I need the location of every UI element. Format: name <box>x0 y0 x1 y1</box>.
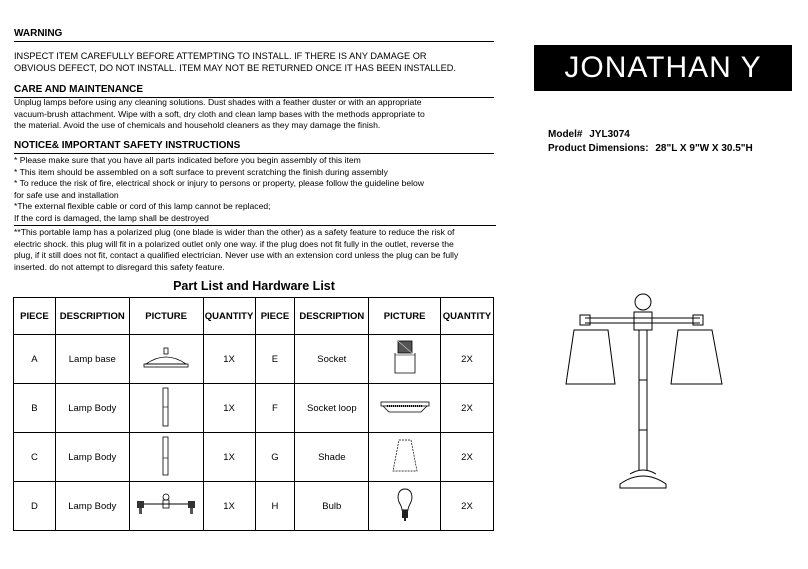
quantity-cell: 1X <box>203 384 255 433</box>
description-cell: Bulb <box>295 482 369 531</box>
piece-cell: A <box>14 335 56 384</box>
piece-cell: H <box>255 482 295 531</box>
divider <box>14 225 496 226</box>
table-header-row <box>14 298 494 335</box>
piece-cell: D <box>14 482 56 531</box>
safety-heading: NOTICE& IMPORTANT SAFETY INSTRUCTIONS <box>14 140 494 154</box>
picture-cell <box>369 335 441 384</box>
col-header: QUANTITY <box>203 298 255 335</box>
socket-loop-icon <box>379 400 431 414</box>
description-cell: Socket loop <box>295 384 369 433</box>
table-row <box>14 335 494 384</box>
dimensions-line <box>548 142 753 156</box>
model-line <box>548 128 630 142</box>
model-label: Model# <box>548 129 583 140</box>
col-header: PIECE <box>14 298 56 335</box>
description-cell: Lamp Body <box>55 482 129 531</box>
table-row <box>14 482 494 531</box>
piece-cell: E <box>255 335 295 384</box>
picture-cell <box>129 433 203 482</box>
brand-logo: JONATHAN Y <box>534 45 792 91</box>
piece-cell: C <box>14 433 56 482</box>
quantity-cell: 1X <box>203 433 255 482</box>
piece-cell: F <box>255 384 295 433</box>
socket-icon <box>390 339 420 377</box>
plug-text: **This portable lamp has a polarized plug (one blade is wider than the other) as a safety feature to reduce the risk of electric shock. this plug will fit in a polarized outlet only one way. if the plug does not fit fully in the outlet, reverse the plug, if it still does not fit, contact a qualified electrician. Never use with an extension cord unless the plug can be fully inserted. do not attempt to disregard this safety feature. <box>14 227 459 272</box>
col-header: PICTURE <box>369 298 441 335</box>
piece-cell: B <box>14 384 56 433</box>
parts-table <box>13 297 494 531</box>
quantity-cell: 2X <box>440 482 493 531</box>
lamp-illustration <box>550 290 790 500</box>
quantity-cell: 1X <box>203 335 255 384</box>
quantity-cell: 2X <box>440 384 493 433</box>
model-value: JYL3074 <box>589 129 630 140</box>
picture-cell <box>129 335 203 384</box>
piece-cell: G <box>255 433 295 482</box>
col-header: PICTURE <box>129 298 203 335</box>
description-cell: Shade <box>295 433 369 482</box>
dimensions-label: Product Dimensions: <box>548 143 649 154</box>
col-header: DESCRIPTION <box>295 298 369 335</box>
col-header: PIECE <box>255 298 295 335</box>
table-title: Part List and Hardware List <box>173 279 335 293</box>
picture-cell <box>369 482 441 531</box>
description-cell: Lamp base <box>55 335 129 384</box>
lamp-base-icon <box>136 346 196 370</box>
warning-heading: WARNING <box>14 28 494 42</box>
lamp-body-icon <box>159 436 173 476</box>
table-row <box>14 384 494 433</box>
picture-cell <box>129 482 203 531</box>
quantity-cell: 2X <box>440 335 493 384</box>
dimensions-value: 28"L X 9"W X 30.5"H <box>655 143 753 154</box>
quantity-cell: 2X <box>440 433 493 482</box>
lamp-body-icon <box>159 387 173 427</box>
safety-text: * Please make sure that you have all parts indicated before you begin assembly of this item * This item should be assembled on a soft surface to prevent scratching the finish during assembly * To reduce the risk of fire, electrical shock or injury to persons or property, please follow the guideline below for safe use and installation *The external flexible cable or cord of this lamp cannot be replaced; If the cord is damaged, the lamp shall be destroyed <box>14 155 425 223</box>
description-cell: Lamp Body <box>55 433 129 482</box>
care-heading: CARE AND MAINTENANCE <box>14 84 494 98</box>
quantity-cell: 1X <box>203 482 255 531</box>
warning-text: INSPECT ITEM CAREFULLY BEFORE ATTEMPTING TO INSTALL. IF THERE IS ANY DAMAGE OR OBVIOUS DEFECT, DO NOT INSTALL. ITEM MAY NOT BE RETURNED ONCE IT HAS BEEN INSTALLED. <box>14 51 456 73</box>
col-header: QUANTITY <box>440 298 493 335</box>
description-cell: Lamp Body <box>55 384 129 433</box>
bulb-icon <box>395 487 415 523</box>
shade-icon <box>390 437 420 475</box>
col-header: DESCRIPTION <box>55 298 129 335</box>
picture-cell <box>369 433 441 482</box>
picture-cell <box>369 384 441 433</box>
picture-cell <box>129 384 203 433</box>
description-cell: Socket <box>295 335 369 384</box>
table-row <box>14 433 494 482</box>
lamp-arm-icon <box>134 493 198 517</box>
care-text: Unplug lamps before using any cleaning solutions. Dust shades with a feather duster or with an appropriate vacuum-brush attachment. Wipe with a soft, dry cloth and clean lamp bases with the methods appropriate to the material. Avoid the use of chemicals and household cleaners as they may damage the finish. <box>14 97 425 131</box>
